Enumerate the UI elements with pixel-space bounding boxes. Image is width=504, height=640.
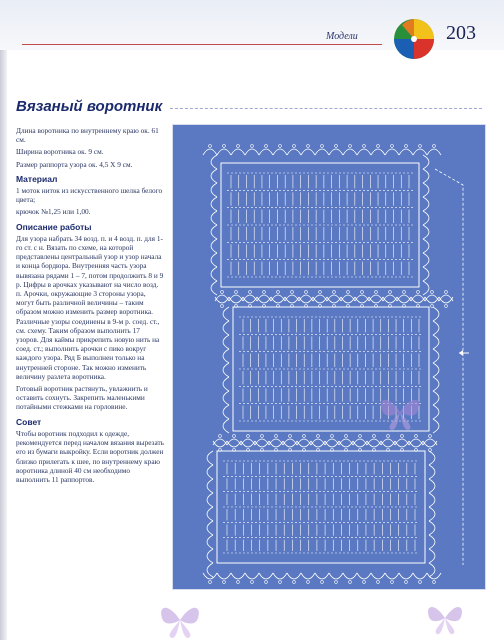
header-rule [22, 44, 382, 45]
color-ball-icon [392, 17, 436, 61]
section-label: Модели [326, 31, 358, 42]
work-paragraph: Готовый воротник растянуть, увлажнить и оставить сохнуть. Закрепить маленькими потайными стежками на горловине. [16, 384, 148, 412]
materials-line: крючок №1,25 или 1,00. [16, 207, 91, 217]
page-spine-shadow [0, 0, 7, 640]
intro-line: Ширина воротника ок. 9 см. [16, 147, 104, 157]
crochet-diagram-frame [172, 124, 486, 590]
article-title: Вязаный воротник [16, 98, 163, 115]
butterfly-icon [378, 392, 422, 432]
title-dashed-rule [170, 108, 482, 109]
crochet-chart-diagram [173, 125, 485, 589]
intro-line: Размер раппорта узора ок. 4,5 X 9 см. [16, 159, 133, 169]
tip-heading: Совет [16, 416, 42, 427]
article-text-column [16, 126, 164, 487]
page-number: 203 [446, 22, 476, 44]
butterfly-icon [420, 600, 470, 636]
butterfly-icon [150, 600, 210, 640]
materials-line: 1 моток ниток из искусственного шелка белого цвета; [16, 186, 163, 205]
materials-heading: Материал [16, 173, 58, 184]
tip-paragraph: Чтобы воротник подходил к одежде, рекомендуется перед началом вязания вырезать его из бумаги выкройку. Если воротник должен близко прилегать к шее, по внутреннему краю воротника длиной 40 см необходимо выполнить 11 раппортов. [16, 428, 165, 484]
work-heading: Описание работы [16, 221, 92, 232]
work-paragraph: Для узора набрать 34 возд. п. и 4 возд. п. для 1-го ст. с н. Вязать по схеме, на которой представлены центральный узор и узор начала и конца бордюра. Внутренняя часть узора вывязана рядами 1 – 7, потом продолжить 8 и 9 р. Цифры в арочках указывают на число возд. п. Арочки, окружающие 3 стороны узора, могут быть различной величины – таким образом можно изменить размер воротника. Различные узоры соединены в 9-м р. соед. ст., см. схему. Таким образом выполнить 17 узоров. Для каймы прикрепить новую нить на соед. ст.; выполнить арочки с пико вокруг каждого узора. Ряд Б выполнен только на внутренней стороне. Так можно изменить величину разлета воротника. [16, 233, 164, 381]
intro-line: Длина воротника по внутреннему краю ок. 61 см. [16, 126, 159, 145]
